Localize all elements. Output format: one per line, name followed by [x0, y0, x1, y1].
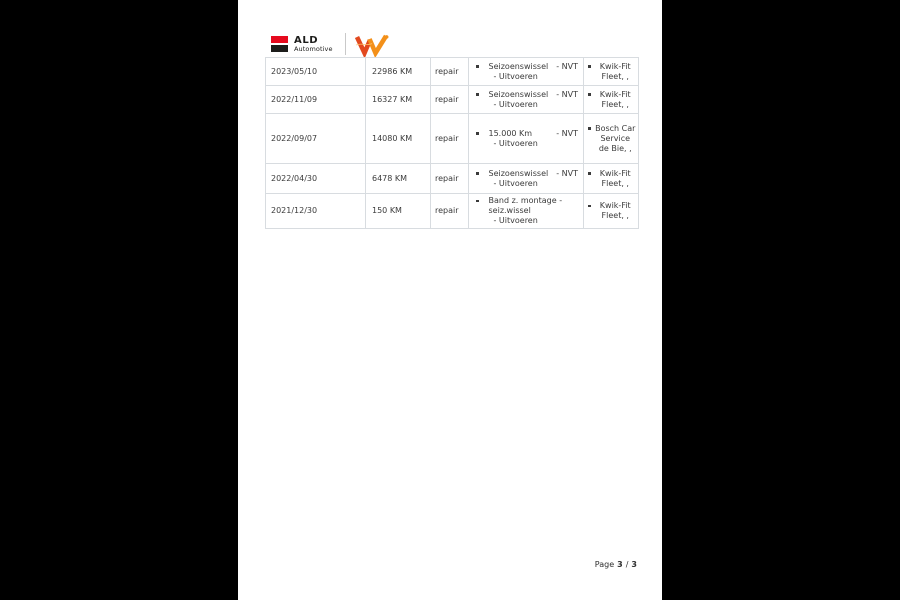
service-line-1	[489, 90, 579, 100]
service-text	[489, 62, 579, 82]
provider-cell	[584, 194, 639, 229]
service-status: - NVT	[556, 168, 578, 178]
provider-cell	[584, 164, 639, 194]
service-status: - NVT	[556, 61, 578, 71]
provider-cell	[584, 58, 639, 86]
date-cell: 2022/09/07	[266, 114, 366, 164]
brand-subtitle: Automotive	[294, 44, 333, 53]
provider-cell	[584, 114, 639, 164]
event-type-cell: repair	[431, 164, 469, 194]
odometer-cell: 6478 KM	[366, 164, 431, 194]
page-separator: /	[625, 560, 629, 569]
service-wrap-line: seiz.wissel	[488, 206, 531, 215]
logo-dark-half	[271, 45, 288, 52]
service-text	[489, 90, 579, 110]
van-mossel-logo-icon	[354, 32, 390, 58]
odometer-cell: 16327 KM	[366, 86, 431, 114]
page-number	[595, 560, 637, 569]
bullet-marker	[588, 172, 591, 175]
date-cell: 2022/11/09	[266, 86, 366, 114]
odometer-cell: 22986 KM	[366, 58, 431, 86]
service-action: - Uitvoeren	[493, 138, 538, 148]
date-cell: 2022/04/30	[266, 164, 366, 194]
service-action: - Uitvoeren	[493, 99, 538, 109]
date-cell: 2021/12/30	[266, 194, 366, 229]
service-action: - Uitvoeren	[493, 216, 538, 225]
page-current: 3	[617, 560, 623, 569]
service-name: Band z. montage -	[488, 196, 563, 205]
service-name: Seizoenswissel	[488, 89, 549, 99]
service-list-item	[476, 169, 578, 189]
service-description-cell	[469, 194, 584, 229]
provider-name: Kwik-Fit Fleet, ,	[599, 61, 631, 81]
bullet-marker	[588, 93, 591, 96]
service-description-cell	[469, 86, 584, 114]
provider-list-item	[588, 124, 636, 154]
bullet-marker	[476, 172, 479, 175]
page-total: 3	[631, 560, 637, 569]
service-description-cell	[469, 114, 584, 164]
table-row	[266, 164, 639, 194]
service-action: - Uitvoeren	[493, 178, 538, 188]
service-name: Seizoenswissel	[488, 168, 549, 178]
provider-name: Kwik-Fit Fleet, ,	[599, 89, 631, 109]
provider-list-item	[588, 169, 636, 189]
provider-cell	[584, 86, 639, 114]
provider-name: Bosch Car Service de Bie, ,	[595, 123, 636, 153]
event-type-cell: repair	[431, 114, 469, 164]
bullet-marker	[588, 205, 591, 208]
event-type-cell: repair	[431, 194, 469, 229]
service-name: Seizoenswissel	[488, 61, 549, 71]
table-row	[266, 86, 639, 114]
table-row	[266, 194, 639, 229]
odometer-cell: 150 KM	[366, 194, 431, 229]
service-list-item	[476, 90, 578, 110]
table-row	[266, 58, 639, 86]
provider-name: Kwik-Fit Fleet, ,	[599, 168, 631, 188]
event-type-cell: repair	[431, 86, 469, 114]
date-cell: 2023/05/10	[266, 58, 366, 86]
service-history-table	[265, 57, 639, 229]
service-list-item	[476, 62, 578, 82]
service-name: 15.000 Km	[488, 128, 533, 138]
page-label: Page	[594, 560, 615, 569]
ald-automotive-logo	[271, 36, 333, 53]
service-line-1	[489, 169, 579, 179]
service-description-cell	[469, 164, 584, 194]
provider-list-item	[588, 62, 636, 82]
service-history-body	[266, 58, 639, 229]
provider-name: Kwik-Fit Fleet, ,	[599, 201, 631, 220]
bullet-marker	[476, 200, 479, 203]
bullet-marker	[476, 65, 479, 68]
bullet-marker	[476, 132, 479, 135]
brand-text	[294, 36, 333, 53]
odometer-cell: 14080 KM	[366, 114, 431, 164]
service-status: - NVT	[556, 128, 578, 138]
brand-name: ALD	[294, 34, 319, 46]
bullet-marker	[588, 65, 591, 68]
provider-list-item	[588, 90, 636, 110]
document-page	[238, 0, 662, 600]
service-text	[489, 169, 579, 189]
service-status: - NVT	[556, 89, 578, 99]
service-line-1	[489, 196, 579, 206]
provider-list-item	[588, 201, 636, 221]
header-logos	[271, 30, 390, 58]
logo-divider	[345, 33, 347, 55]
service-text	[489, 196, 579, 226]
service-line-1	[489, 129, 579, 139]
ald-logo-mark-icon	[271, 36, 288, 52]
service-action: - Uitvoeren	[493, 71, 538, 81]
bullet-marker	[476, 93, 479, 96]
service-description-cell	[469, 58, 584, 86]
service-line-1	[489, 62, 579, 72]
logo-red-half	[271, 36, 288, 43]
service-text	[489, 129, 579, 149]
service-list-item	[476, 129, 578, 149]
event-type-cell: repair	[431, 58, 469, 86]
bullet-marker	[588, 127, 591, 130]
service-list-item	[476, 196, 578, 226]
table-row	[266, 114, 639, 164]
